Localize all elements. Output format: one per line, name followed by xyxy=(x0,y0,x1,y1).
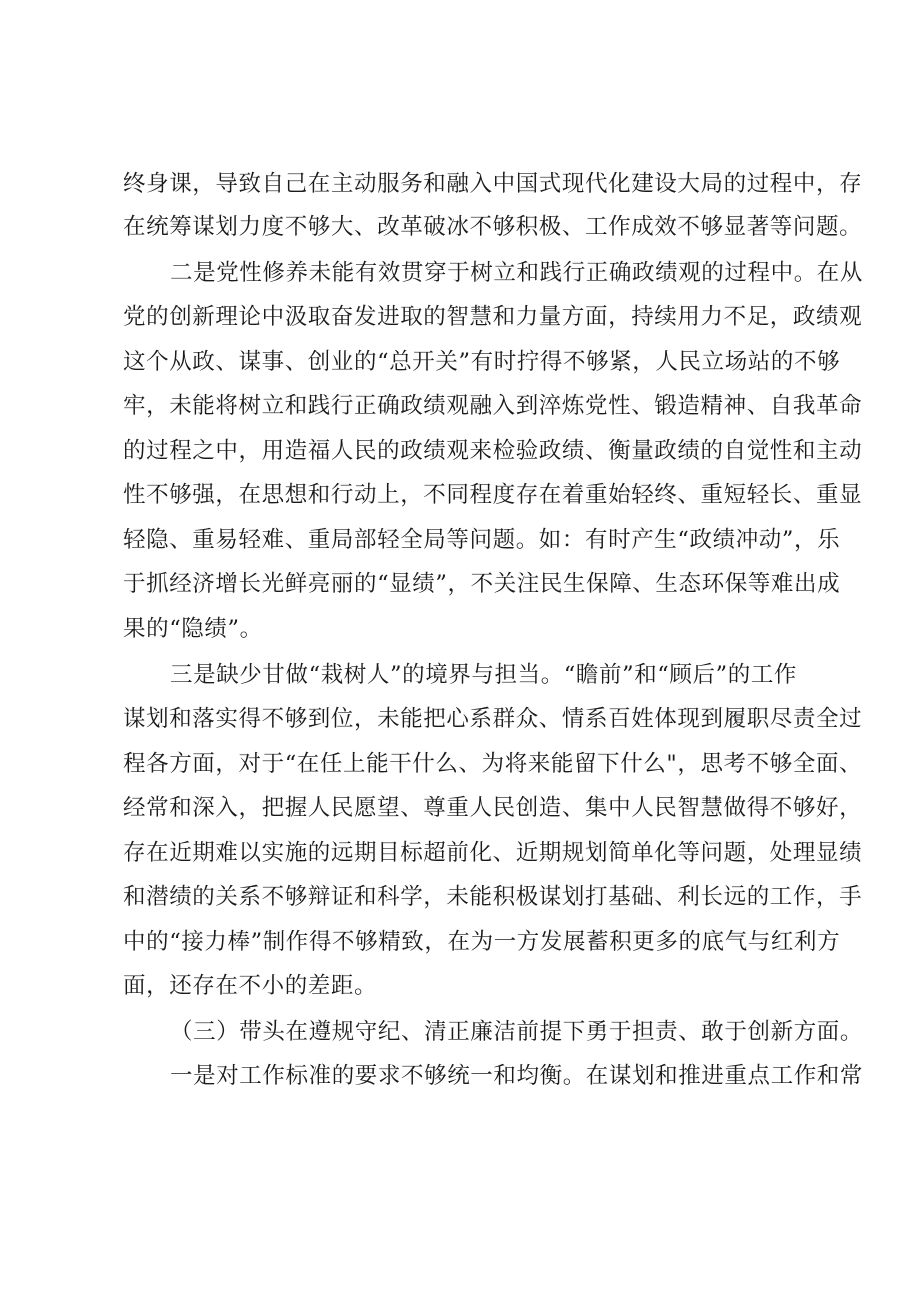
text-line: 于抓经济增长光鲜亮丽的“显绩”，不关注民生保障、生态环保等难出成 xyxy=(123,571,841,597)
text-line: 面，还存在不小的差距。 xyxy=(123,973,378,999)
text-line: 一是对工作标准的要求不够统一和均衡。在谋划和推进重点工作和常 xyxy=(170,1063,864,1089)
text-line: 的过程之中，用造福人民的政绩观来检验政绩、衡量政绩的自觉性和主动 xyxy=(123,438,863,464)
text-line: 轻隐、重易轻难、重局部轻全局等问题。如：有时产生“政绩冲动”，乐 xyxy=(123,527,841,553)
text-line: 二是党性修养未能有效贯穿于树立和践行正确政绩观的过程中。在从 xyxy=(170,260,864,286)
text-line: 终身课，导致自己在主动服务和融入中国式现代化建设大局的过程中，存 xyxy=(123,171,863,197)
text-line: 存在近期难以实施的远期目标超前化、近期规划简单化等问题，处理显绩 xyxy=(123,840,863,866)
text-line: 和潜绩的关系不够辩证和科学，未能积极谋划打基础、利长远的工作，手 xyxy=(123,884,863,910)
text-line: 这个从政、谋事、创业的“总开关”有时拧得不够紧，人民立场站的不够 xyxy=(123,349,841,375)
text-line: 在统筹谋划力度不够大、改革破冰不够积极、工作成效不够显著等问题。 xyxy=(123,214,863,240)
text-line: 三是缺少甘做“栽树人”的境界与担当。“瞻前”和“顾后”的工作 xyxy=(170,662,798,688)
text-line: 经常和深入，把握人民愿望、尊重人民创造、集中人民智慧做得不够好， xyxy=(123,795,863,821)
text-line: 牢，未能将树立和践行正确政绩观融入到淬炼党性、锻造精神、自我革命 xyxy=(123,393,863,419)
text-line: 程各方面，对于“在任上能干什么、为将来能留下什么"，思考不够全面、 xyxy=(123,751,863,777)
text-line: 果的“隐绩”。 xyxy=(123,616,263,642)
section-heading: （三）带头在遵规守纪、清正廉洁前提下勇于担责、敢于创新方面。 xyxy=(170,1019,864,1045)
text-line: 中的“接力棒”制作得不够精致，在为一方发展蓄积更多的底气与红利方 xyxy=(123,929,841,955)
text-line: 性不够强，在思想和行动上，不同程度存在着重始轻终、重短轻长、重显 xyxy=(123,482,863,508)
text-line: 谋划和落实得不够到位，未能把心系群众、情系百姓体现到履职尽责全过 xyxy=(123,706,863,732)
text-line: 党的创新理论中汲取奋发进取的智慧和力量方面，持续用力不足，政绩观 xyxy=(123,304,863,330)
